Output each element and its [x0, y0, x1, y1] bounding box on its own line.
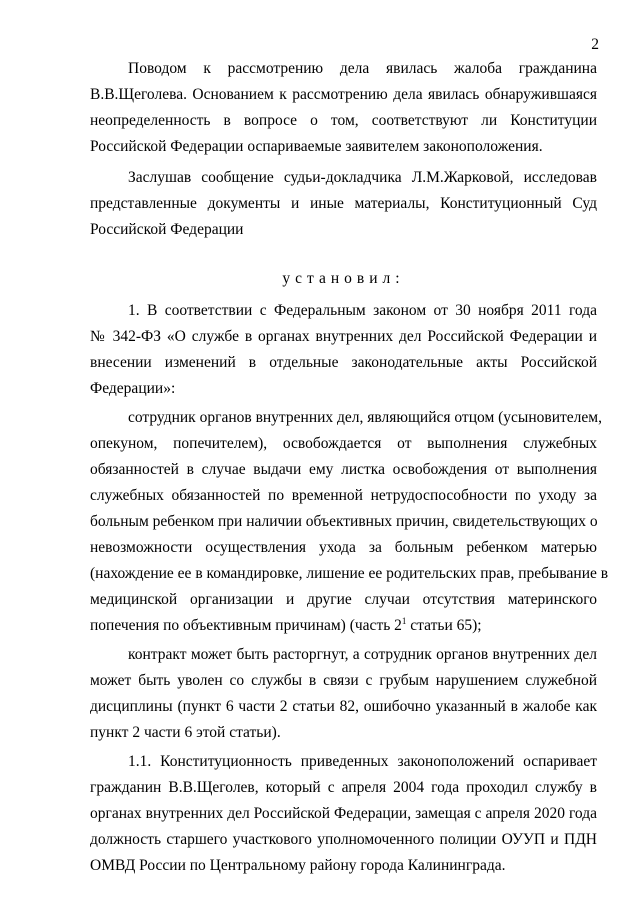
- text-line: Российской Федерации: [90, 221, 244, 238]
- text-line: внесении изменений в отдельные законодательные акты Российской: [90, 354, 597, 371]
- text-line: пункт 2 части 6 этой статьи).: [90, 724, 281, 741]
- text-line: 1.1. Конституционность приведенных законоположений оспаривает: [128, 753, 597, 770]
- text-line: служебных обязанностей по временной нетрудоспособности по уходу за: [90, 487, 597, 504]
- text-fragment: статьи 65);: [406, 617, 482, 634]
- text-line: сотрудник органов внутренних дел, являющийся отцом (усыновителем,: [128, 409, 602, 426]
- paragraph-applicant: [90, 749, 597, 879]
- text-line: 1. В соответствии с Федеральным законом от 30 ноября 2011 года: [128, 302, 597, 319]
- paragraph-law-reference: [90, 298, 597, 402]
- paragraph-hearing: [90, 165, 597, 243]
- section-heading: установил:: [282, 270, 405, 287]
- text-line: № 342-ФЗ «О службе в органах внутренних дел Российской Федерации и: [90, 328, 597, 345]
- superscript: 1: [401, 615, 407, 626]
- text-line: неопределенность в вопросе о том, соответствуют ли Конституции: [90, 112, 597, 129]
- text-fragment: попечения по объективным причинам) (часть 2: [90, 617, 402, 634]
- document-body: [90, 56, 609, 879]
- text-line: Федерации»:: [90, 380, 176, 397]
- text-line: Заслушав сообщение судьи-докладчика Л.М.Жарковой, исследовав: [128, 169, 597, 186]
- text-line: дисциплины (пункт 6 части 2 статьи 82, ошибочно указанный в жалобе как: [90, 698, 597, 715]
- paragraph-complaint: [90, 56, 597, 160]
- text-line: невозможности осуществления ухода за больным ребенком матерью: [90, 539, 597, 556]
- paragraph-contract-termination: [90, 642, 597, 746]
- text-line: В.В.Щеголева. Основанием к рассмотрению дела явилась обнаружившаяся: [90, 86, 597, 103]
- text-line: должность старшего участкового уполномоченного полиции ОУУП и ПДН: [90, 831, 597, 848]
- text-line: обязанностей в случае выдачи ему листка освобождения от выполнения: [90, 461, 597, 478]
- text-line: контракт может быть расторгнут, а сотрудник органов внутренних дел: [128, 646, 597, 663]
- paragraph-employee-release: [90, 405, 609, 639]
- text-line: медицинской организации и другие случаи отсутствия материнского: [90, 591, 597, 608]
- text-line: (нахождение ее в командировке, лишение ее родительских прав, пребывание в: [90, 565, 609, 582]
- text-line: опекуном, попечителем), освобождается от выполнения служебных: [90, 435, 597, 452]
- text-line: Поводом к рассмотрению дела явилась жалоба гражданина: [128, 60, 597, 77]
- text-line: гражданин В.В.Щеголев, который с апреля 2004 года проходил службу в: [90, 779, 597, 796]
- text-line: органах внутренних дел Российской Федерации, замещая с апреля 2020 года: [90, 805, 597, 822]
- text-line: может быть уволен со службы в связи с грубым нарушением служебной: [90, 672, 597, 689]
- text-line: больным ребенком при наличии объективных причин, свидетельствующих о: [90, 513, 598, 530]
- text-line: представленные документы и иные материалы, Конституционный Суд: [90, 195, 597, 212]
- text-line: [90, 613, 597, 639]
- text-line: ОМВД России по Центральному району города Калининграда.: [90, 857, 506, 874]
- text-line: Российской Федерации оспариваемые заявителем законоположения.: [90, 138, 543, 155]
- page-number: 2: [591, 36, 599, 53]
